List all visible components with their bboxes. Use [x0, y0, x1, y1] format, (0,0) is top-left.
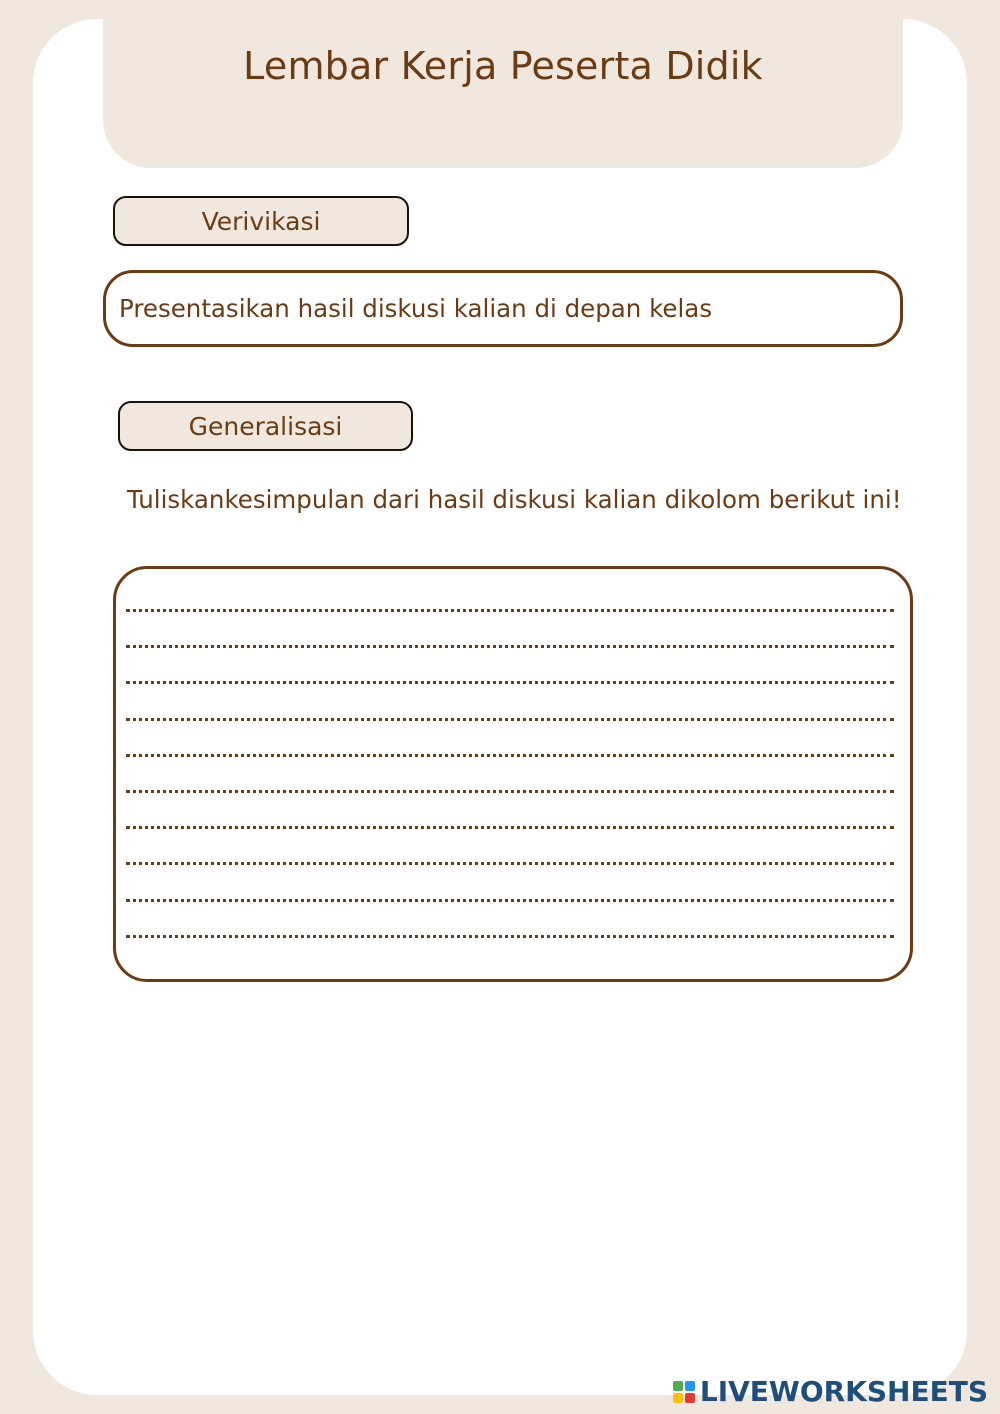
section-label-text: Generalisasi	[188, 411, 343, 441]
brand-name: LIVEWORKSHEETS	[699, 1375, 988, 1408]
answer-line[interactable]	[126, 899, 894, 902]
answer-line[interactable]	[126, 645, 894, 648]
answer-line[interactable]	[126, 862, 894, 865]
verivikasi-instruction-text: Presentasikan hasil diskusi kalian di depan kelas	[119, 294, 713, 323]
answer-line[interactable]	[126, 790, 894, 793]
generalisasi-instruction-text: Tuliskankesimpulan dari hasil diskusi kalian dikolom berikut ini!	[127, 485, 902, 514]
answer-line[interactable]	[126, 826, 894, 829]
section-label-verivikasi	[113, 196, 409, 246]
brand-watermark	[673, 1375, 988, 1408]
logo-square-icon	[673, 1381, 683, 1391]
answer-line[interactable]	[126, 681, 894, 684]
answer-line[interactable]	[126, 609, 894, 612]
verivikasi-instruction-box	[103, 270, 903, 347]
logo-square-icon	[685, 1381, 695, 1391]
logo-square-icon	[673, 1393, 683, 1403]
brand-logo-icon	[673, 1381, 695, 1403]
answer-box[interactable]	[113, 566, 913, 982]
logo-square-icon	[685, 1393, 695, 1403]
section-label-text: Verivikasi	[201, 206, 321, 236]
answer-line[interactable]	[126, 754, 894, 757]
answer-line[interactable]	[126, 718, 894, 721]
page-title: Lembar Kerja Peserta Didik	[243, 44, 763, 88]
section-label-generalisasi	[118, 401, 413, 451]
answer-line[interactable]	[126, 935, 894, 938]
